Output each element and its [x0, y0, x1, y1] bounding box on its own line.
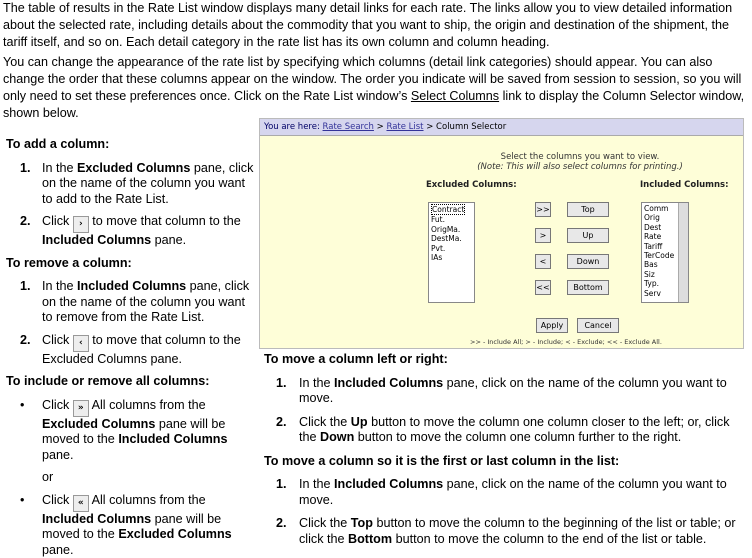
text: button to move the column one column closer to the left; or, click the: [299, 415, 730, 445]
include-button[interactable]: >: [535, 228, 551, 243]
bullet-icon: •: [20, 398, 24, 414]
intro-paragraph-2: [3, 54, 748, 122]
text: pane, click on the name of the column you want to remove from the Rate List.: [42, 279, 249, 324]
step-number: 2.: [20, 333, 31, 349]
intro-text: You can change the appearance of the rate list by specifying which columns (detail link categories) should appear. You can also change the order that these columns appear on the window. The order you indicate will be saved from session to session, so you will only need to set these preferences once. Click on the Rate List window’s: [3, 55, 741, 103]
list-item[interactable]: Rate: [644, 232, 686, 241]
column-selector-screenshot: [259, 118, 744, 349]
text: In the: [299, 477, 334, 491]
right-instructions: [264, 352, 748, 547]
text: pane will be moved to the: [42, 512, 221, 542]
exclude-button[interactable]: <: [535, 254, 551, 269]
text: In the: [42, 161, 77, 175]
breadcrumb-current: > Column Selector: [426, 122, 506, 132]
bold-text: Top: [351, 516, 373, 530]
instruction-text: Select the columns you want to view.: [450, 152, 710, 162]
or-text: or: [42, 470, 53, 484]
text: Click: [42, 493, 73, 507]
bold-text: Included Columns: [334, 477, 443, 491]
step-number: 1.: [276, 477, 287, 493]
button-legend: >> - Include All; > - Include; < - Exclude; << - Exclude All.: [470, 338, 662, 346]
list-item[interactable]: Tariff: [644, 242, 686, 251]
list-item[interactable]: DestMa.: [431, 234, 472, 243]
left-instructions: [6, 137, 256, 558]
text: to move that column to the: [89, 214, 241, 228]
cancel-button[interactable]: Cancel: [577, 318, 619, 333]
text: pane, click on the name of the column you want to add to the Rate List.: [42, 161, 253, 206]
down-button[interactable]: Down: [567, 254, 609, 269]
intro-text-end: link to display the Column Selector window, shown below.: [3, 89, 744, 120]
list-item[interactable]: Pvt.: [431, 244, 472, 253]
include-all-bullet: [6, 398, 256, 464]
list-item-label: Contract: [431, 204, 465, 215]
list-item[interactable]: Dest: [644, 223, 686, 232]
text: pane.: [151, 233, 186, 247]
breadcrumb-rate-list[interactable]: Rate List: [386, 122, 423, 132]
list-item[interactable]: [431, 204, 472, 215]
text: pane.: [42, 543, 74, 557]
step-number: 1.: [276, 376, 287, 392]
excluded-columns-list[interactable]: [428, 202, 475, 303]
list-item[interactable]: Orig: [644, 213, 686, 222]
instruction-note: (Note: This will also select columns for printing.): [450, 162, 710, 172]
exclude-button-icon: ‹: [73, 335, 89, 352]
exclude-all-button[interactable]: <<: [535, 280, 551, 295]
list-item[interactable]: Siz: [644, 270, 686, 279]
text: Click the: [299, 415, 351, 429]
text: pane, click on the name of the column you want to move.: [299, 477, 727, 507]
step-number: 1.: [20, 279, 31, 295]
firstlast-step-1: [264, 477, 748, 508]
bold-text: Down: [320, 430, 354, 444]
text: Click: [42, 333, 73, 347]
breadcrumb-rate-search[interactable]: Rate Search: [323, 122, 374, 132]
list-item[interactable]: Fut.: [431, 215, 472, 224]
breadcrumb-separator: >: [377, 122, 384, 132]
move-first-last-heading: To move a column so it is the first or last column in the list:: [264, 454, 748, 470]
text: button to move the column to the beginning of the list or table; or click the: [299, 516, 736, 546]
selector-instructions: [450, 152, 710, 172]
list-item[interactable]: TerCode: [644, 251, 686, 260]
bold-text: Included Columns: [118, 432, 227, 446]
included-columns-header: Included Columns:: [640, 180, 729, 190]
excluded-columns-header: Excluded Columns:: [426, 180, 517, 190]
text: Click the: [299, 516, 351, 530]
include-remove-all-heading: To include or remove all columns:: [6, 374, 256, 390]
bottom-button[interactable]: Bottom: [567, 280, 609, 295]
list-item[interactable]: Comm: [644, 204, 686, 213]
move-left-right-heading: To move a column left or right:: [264, 352, 748, 368]
step-number: 1.: [20, 161, 31, 177]
text: Click: [42, 214, 73, 228]
up-button[interactable]: Up: [567, 228, 609, 243]
step-number: 2.: [276, 516, 287, 532]
list-item[interactable]: Serv: [644, 289, 686, 298]
step-number: 2.: [20, 214, 31, 230]
select-columns-link[interactable]: Select Columns: [411, 89, 499, 103]
text: Click: [42, 398, 73, 412]
breadcrumb: [260, 119, 743, 136]
text: All columns from the: [89, 493, 206, 507]
include-all-button[interactable]: >>: [535, 202, 551, 217]
list-item[interactable]: IAs: [431, 253, 472, 262]
add-step-2: [6, 214, 256, 249]
text: button to move the column one column further to the right.: [354, 430, 681, 444]
leftright-step-1: [264, 376, 748, 407]
apply-button[interactable]: Apply: [536, 318, 568, 333]
top-button[interactable]: Top: [567, 202, 609, 217]
add-column-heading: To add a column:: [6, 137, 256, 153]
bold-text: Bottom: [348, 532, 392, 546]
include-all-button-icon: »: [73, 400, 89, 417]
exclude-all-button-icon: «: [73, 495, 89, 512]
remove-column-heading: To remove a column:: [6, 256, 256, 272]
leftright-step-2: [264, 415, 748, 446]
list-item[interactable]: Bas: [644, 260, 686, 269]
text: to move that column to the Excluded Columns pane.: [42, 333, 241, 366]
bold-text: Included Columns: [334, 376, 443, 390]
text: In the: [42, 279, 77, 293]
text: pane, click on the name of the column you want to move.: [299, 376, 727, 406]
bold-text: Excluded Columns: [77, 161, 190, 175]
bold-text: Excluded Columns: [42, 417, 155, 431]
bold-text: Included Columns: [42, 512, 151, 526]
bold-text: Excluded Columns: [118, 527, 231, 541]
included-columns-list[interactable]: [641, 202, 689, 303]
scrollbar[interactable]: [678, 203, 688, 302]
intro-paragraph-1: The table of results in the Rate List window displays many detail links for each rate. The links allow you to view detailed information about the selected rate, including details about the commodity that you want to ship, the origin and destination of the shipment, the tariff itself, and so on. Each detail category in the rate list has its own column and column heading.: [3, 0, 748, 51]
bold-text: Included Columns: [77, 279, 186, 293]
breadcrumb-label: You are here:: [264, 122, 320, 132]
bullet-icon: •: [20, 493, 24, 509]
exclude-all-bullet: [6, 493, 256, 558]
text: button to move the column to the end of the list or table.: [392, 532, 706, 546]
step-number: 2.: [276, 415, 287, 431]
list-item[interactable]: Typ.: [644, 279, 686, 288]
bold-text: Included Columns: [42, 233, 151, 247]
remove-step-1: [6, 279, 256, 326]
text: pane will be moved to the: [42, 417, 225, 447]
or-label: [6, 470, 256, 486]
text: pane.: [42, 448, 74, 462]
bold-text: Up: [351, 415, 368, 429]
include-button-icon: ›: [73, 216, 89, 233]
firstlast-step-2: [264, 516, 748, 547]
text: All columns from the: [89, 398, 206, 412]
list-item[interactable]: OrigMa.: [431, 225, 472, 234]
add-step-1: [6, 161, 256, 208]
remove-step-2: [6, 333, 256, 368]
text: In the: [299, 376, 334, 390]
